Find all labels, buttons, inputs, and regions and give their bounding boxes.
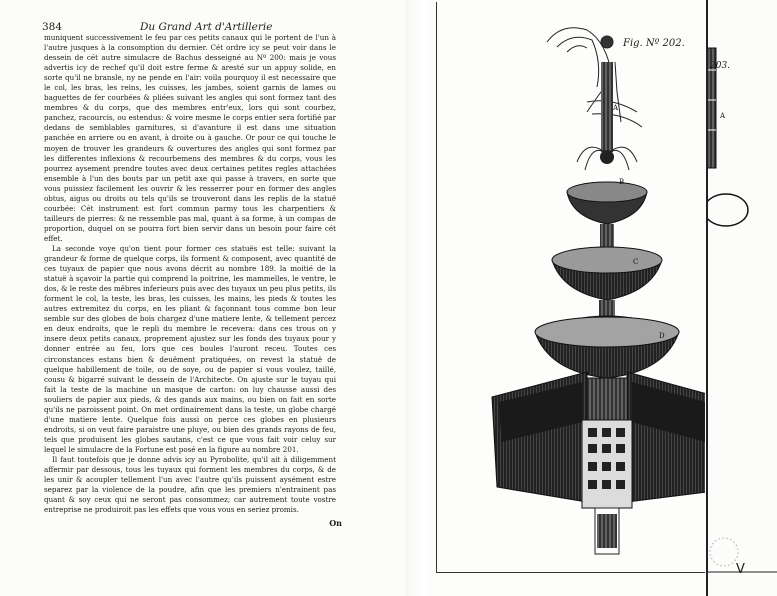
plate-letter-a: A bbox=[613, 104, 619, 112]
running-head-title: Du Grand Art d'Artillerie bbox=[140, 21, 273, 33]
next-plate-fragment bbox=[708, 0, 777, 596]
library-stamp bbox=[710, 538, 738, 566]
lower-basin-rim bbox=[535, 317, 679, 347]
book-gutter bbox=[405, 0, 435, 596]
upper-basin-rim bbox=[567, 182, 647, 202]
pedestal-block bbox=[587, 378, 627, 420]
next-plate-letter-a: A bbox=[720, 112, 726, 120]
paragraph-1: muniquent successivement le feu par ces petits canaux qui le portent de l'un à l'autre jusques à la consomption du dernier. Cét ordre icy se peut voir dans le dessein de cét autre simulacre de Bachus desseigné au Nº 200: mais je vous advertis icy de rechef qu'il doit estre ferme & aresté sur un appuy solide, en sorte qu'il ne bransle, ny ne pende en l'air: voila pourquoy il est necessaire que le col, les bras, les reins, les cuisses, les jambes, soient garnis de lames ou baguettes de fer courbées & pliées suivant les angles qui sont formez tant des membres & du corps, que des membres entr'eux, lors qui sont courbez, panchez, racourcis, ou estendus: & voire mesme le corps entier sera fortifié par dedans de semblables garnitures, si d'avanture il est dans une situation panchée en arriere ou en avant, à droite ou à gauche. Or pour ce qui touche le moyen de trouver les grandeurs & ouvertures des angles qui sont formez par les differentes inflexions & recourbemens des membres & du corps, vous les pourrez aysement prendre toutes avec deux certaines petites regles attachées ensemble à l'un des bouts par un petit axe qui passe à travers, en sorte que vous puissiez facilement les ouvrir & les resserrer pour en former des angles obtus, aigus ou droits ou tels qu'ils se trouveront dans les replis de la statuë courbée: Cét instrument est fort commun parmy tous les charpentiers & tailleurs de pierres: & ne ressemble pas mal, quant à sa forme, à un compas de proportion, duquel on se pourra fort bien servir dans un besoin pour faire cét effet. bbox=[44, 33, 336, 243]
engraved-plate-202 bbox=[436, 2, 705, 573]
catchword: On bbox=[329, 518, 342, 528]
plate-letter-c: C bbox=[633, 258, 639, 266]
next-figure-label: 203. bbox=[710, 61, 731, 71]
next-plate-strip bbox=[706, 0, 777, 596]
body-text bbox=[44, 33, 336, 533]
lower-pipe-fill bbox=[597, 514, 617, 548]
middle-basin-rim bbox=[552, 247, 662, 273]
running-header bbox=[42, 20, 342, 34]
column-segment-b bbox=[600, 224, 614, 250]
top-globe bbox=[600, 150, 614, 164]
signature-mark: V bbox=[736, 562, 745, 577]
plate-letter-b: B bbox=[619, 178, 625, 186]
page-number: 384 bbox=[42, 21, 63, 33]
figure-label: Fig. Nº 202. bbox=[623, 38, 685, 49]
top-column bbox=[601, 62, 613, 152]
paragraph-2: La seconde voye qu'on tient pour former ces statuës est telle: suivant la grandeur & forme de quelque corps, ils forment & composent, avec quantité de ces tuyaux de papier que nous avons décrit au nombre 189. la moitié de la statuë à sçavoir la partie qui comprend la poitrine, les mammelles, le ventre, le dos, & le reste des mêbres inferieurs puis avec des tuyaux un peu plus petits, ils forment le col, la teste, les bras, les cuisses, les mains, les pieds & toutes les autres extremitez du corps, en les pliant & façonnant tous comme bon leur semble sur des globes de bois chargez d'une matiere lente, & tellement percez en deux endroits, que le repli du membre le recevera: dans ces trous on y insere deux petits canaux, proprement ajustez sur les fonds des tuyaux pour y donner entrée au feu, lors que ces boules l'auront receu. Toutes ces circonstances estans bien & deuëment pratiquées, on revest la statuë de quelque habillement de toile, ou de soye, ou de papier si vous voulez, taillé, cousu & bigarré suivant le dessein de l'Architecte. On ajuste sur le tuyau qui fait la teste de la machine un masque de carton: on luy chausse aussi des souliers de papier aux pieds, & des gands aux mains, ou bien on fait en sorte qu'ils ne paroissent point. On met ordinairement dans la teste, un globe chargé d'une matiere lente. Quelque fois aussi on perce ces globes en plusieurs endroits, si on veut faire paraistre une pluye, ou bien des grands rayons de feu, tels que produisent les globes sautans, c'est ce que vous fait voir celuy sur lequel le simulacre de la Fortune est posé en la figure au nombre 201. bbox=[44, 243, 336, 454]
next-plate-ring bbox=[708, 194, 748, 226]
paragraph-3: Il faut toutefois que je donne advis icy au Pyrobolite, qu'il ait à diligemment affermir par dessous, tous les tuyaux qui forment les membres du corps, & de les unir & acoupler tellement l'un avec l'autre qu'ils puissent aysément estre separez par la violence de la poudre, afin que les premiers n'entrainent pas quant & soy ceux qui ne seront pas consommez; car autrement toute vostre entreprise ne produiroit pas les effets que vous vous en seriez promis. bbox=[44, 454, 336, 515]
plate-letter-d: D bbox=[659, 332, 665, 340]
fountain-engraving-illustration bbox=[437, 2, 705, 572]
